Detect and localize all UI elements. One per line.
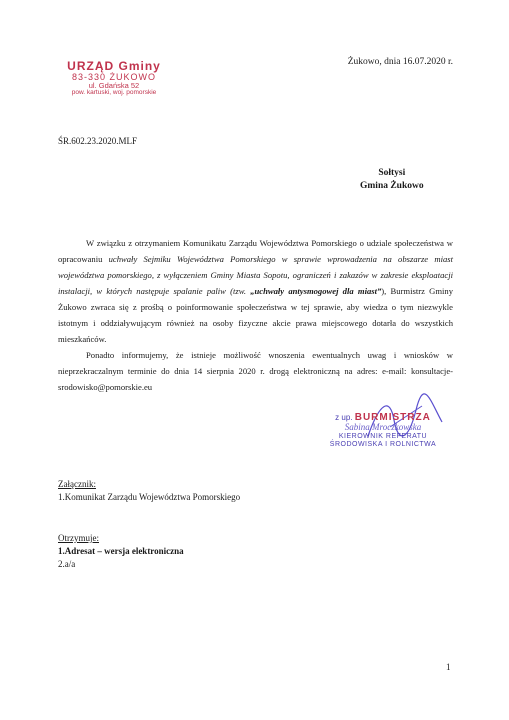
signature-stamp-title: BURMISTRZA bbox=[354, 412, 431, 423]
office-stamp-line-4: pow. kartuski, woj. pomorskie bbox=[71, 88, 157, 96]
distribution-item-2: 2.a/a bbox=[58, 559, 76, 569]
distribution-label: Otrzymuje: bbox=[58, 533, 99, 543]
signature-stamp-position: KIEROWNIK REFERATU bbox=[338, 432, 428, 440]
body-paragraph-1 bbox=[58, 235, 453, 347]
paragraph-1-intro: W związku z otrzymaniem Komunikatu Zarządu Województwa Pomorskiego o udziale społeczeństwa w opracowaniu bbox=[58, 238, 453, 264]
signature-stamp bbox=[318, 412, 448, 448]
paragraph-1-short-name: „uchwały antysmogowej dla miast” bbox=[250, 286, 382, 296]
reference-number: ŚR.602.23.2020.MLF bbox=[58, 136, 138, 146]
signature-stamp-name: Sabina Mroczkowska bbox=[344, 422, 422, 432]
recipient-block bbox=[360, 167, 424, 193]
distribution-section bbox=[58, 532, 184, 571]
recipient-line-2: Gmina Żukowo bbox=[360, 181, 424, 191]
paragraph-1-request: ), Burmistrz Gminy Żukowo zwraca się z prośbą o poinformowanie społeczeństwa w tej sprawie, aby wiedza o tym niezwykle istotnym i oddziaływującym również na osoby fizyczne akcie prawa miejscowego dotarła do wszystkich mieszkańców. bbox=[58, 286, 453, 344]
recipient-line-1: Sołtysi bbox=[378, 168, 406, 178]
paragraph-1-resolution-title: uchwały Sejmiku Województwa Pomorskiego w sprawie wprowadzenia na obszarze miast województwa pomorskiego, z wyłączeniem Gminy Miasta Sopotu, ograniczeń i zakazów w zakresie eksploatacji instalacji, w których następuje spalanie paliw (tzw. bbox=[58, 254, 453, 296]
attachments-section bbox=[58, 478, 240, 504]
office-stamp-line-1: URZĄD Gminy bbox=[67, 59, 161, 73]
office-stamp-line-3: ul. Gdańska 52 bbox=[88, 81, 140, 91]
body-paragraph-2: Ponadto informujemy, że istnieje możliwość wnoszenia ewentualnych uwag i wniosków w nieprzekraczalnym terminie do dnia 14 sierpnia 2020 r. drogą elektroniczną na adres: e-mail: konsultacje-srodowisko@pomorskie.eu bbox=[58, 350, 453, 392]
attachments-label: Załącznik: bbox=[58, 479, 96, 489]
signature-stamp-prefix: z up. bbox=[335, 413, 353, 422]
attachment-item: 1.Komunikat Zarządu Województwa Pomorskiego bbox=[58, 492, 241, 502]
signature-stamp-department: ŚRODOWISKA I ROLNICTWA bbox=[329, 440, 437, 448]
letter-body bbox=[58, 235, 453, 395]
page-number: 1 bbox=[446, 662, 451, 672]
office-stamp bbox=[55, 60, 173, 97]
letter-date: Żukowo, dnia 16.07.2020 r. bbox=[347, 57, 453, 67]
distribution-item-1: 1.Adresat – wersja elektroniczna bbox=[58, 546, 184, 556]
office-stamp-line-2: 83-330 ŻUKOWO bbox=[71, 71, 157, 82]
